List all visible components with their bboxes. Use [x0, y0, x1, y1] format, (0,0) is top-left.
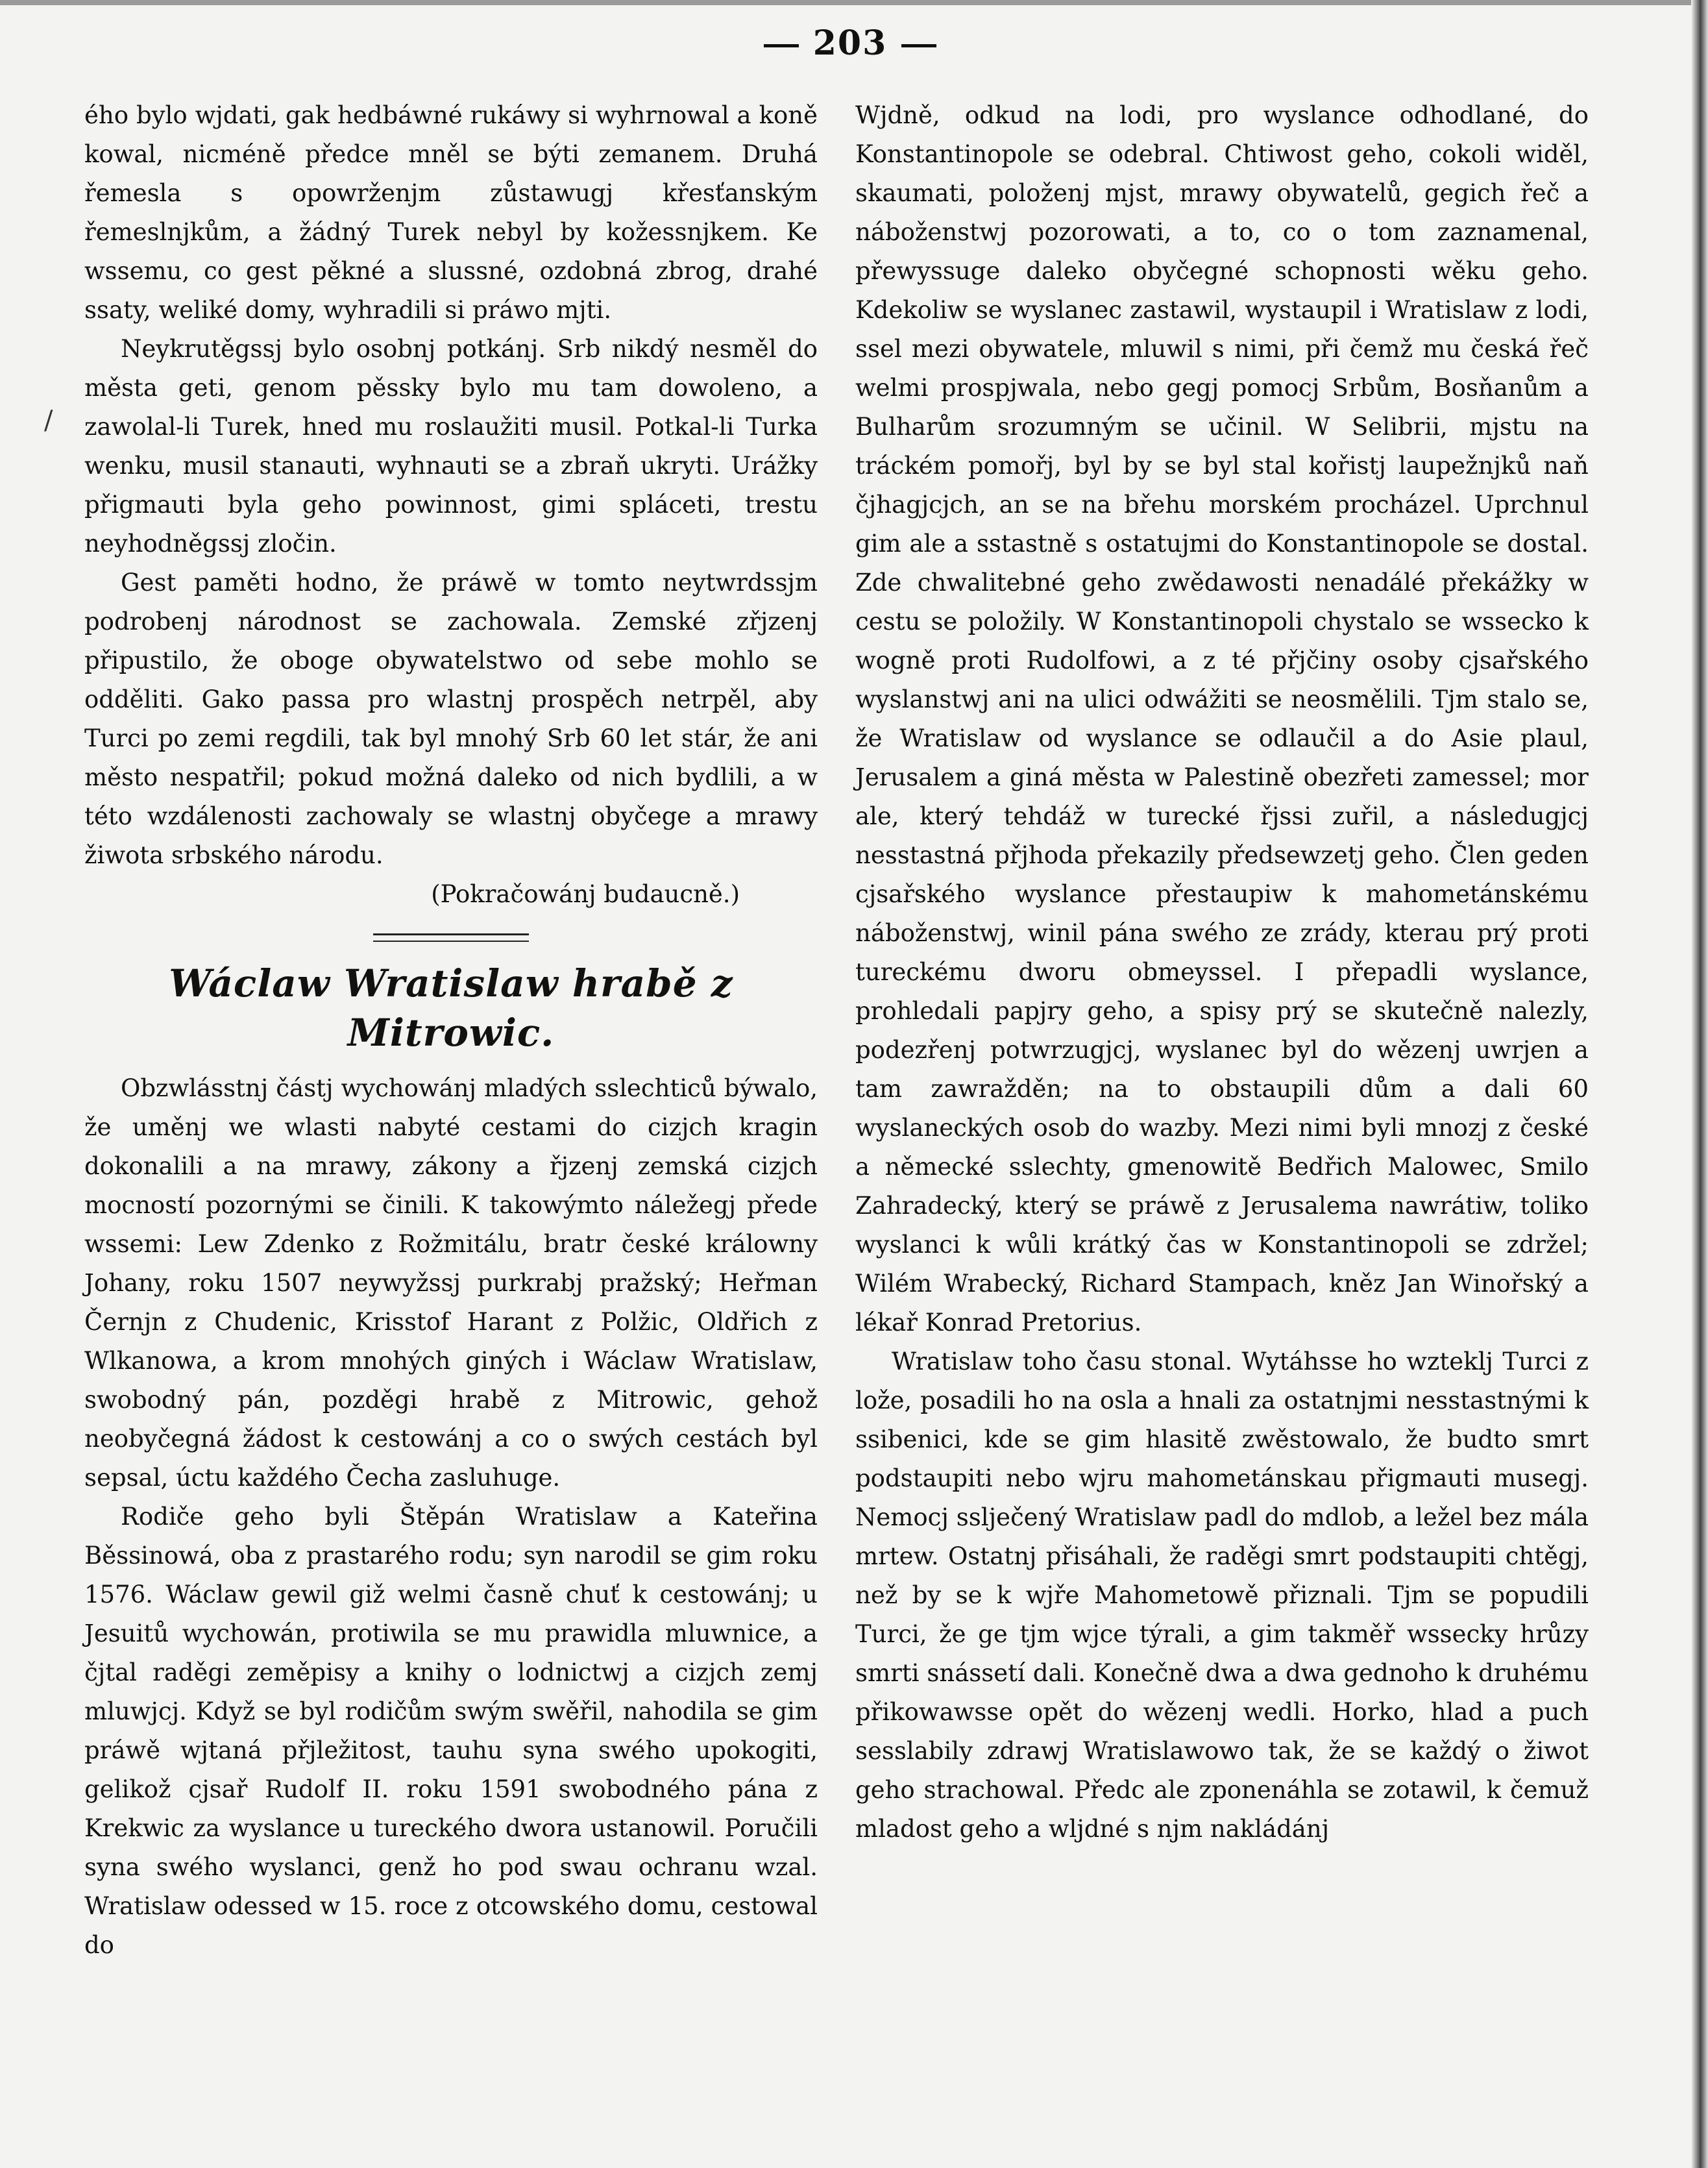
- right-column: [855, 96, 1589, 1849]
- paragraph: Wjdně, odkud na lodi, pro wyslance odhodlané, do Konstantinopole se odebral. Chtiwost geho, cokoli widěl, skaumati, položenj mjst, mrawy obywatelů, gegich řeč a náboženstwj pozorowati, a to, co o tom zaznamenal, přewyssuge daleko obyčegné schopnosti wěku geho. Kdekoliw se wyslanec zastawil, wystaupil i Wratislaw z lodi, ssel mezi obywatele, mluwil s nimi, při čemž mu česká řeč welmi prospjwala, nebo gegj pomocj Srbům, Bosňanům a Bulharům srozumným se učinil. W Selibrii, mjstu na tráckém pomořj, byl by se byl stal kořistj laupežnjků naň čjhagjcjch, an se na břehu morském procházel. Uprchnul gim ale a sstastně s ostatujmi do Konstantinopole se dostal. Zde chwalitebné geho zwědawosti nenadálé překážky w cestu se položily. W Konstantinopoli chystalo se wssecko k wogně proti Rudolfowi, a z té přjčiny osoby cjsařského wyslanstwj ani na ulici odwážiti se neosmělili. Tjm stalo se, že Wratislaw od wyslance se odlaučil a do Asie plaul, Jerusalem a giná města w Palestině obezřeti zamessel; mor ale, který tehdáž w turecké řjssi zuřil, a následugjcj nesstastná přjhoda překazily předsewzetj geho. Člen geden cjsařského wyslance přestaupiw k mahometánskému náboženstwj, winil pána swého ze zrády, kterau prý proti tureckému dworu obmeyssel. I přepadli wyslance, prohledali papjry geho, a spisy prý se skutečně nalezly, podezřenj potwrzugjcj, wyslanec byl do wězenj uwrjen a tam zawražděn; na to obstaupili dům a dali 60 wyslaneckých osob do wazby. Mezi nimi byli mnozj z české a německé sslechty, gmenowitě Bedřich Malowec, Smilo Zahradecký, který se práwě z Jerusalema nawrátiw, toliko wyslanci k wůli krátký čas w Konstantinopoli se zdržel; Wilém Wrabecký, Richard Stampach, kněz Jan Winořský a lékař Konrad Pretorius.: [855, 101, 1589, 1337]
- section-divider: [373, 933, 529, 942]
- paragraph: Rodiče geho byli Štěpán Wratislaw a Kateřina Běssinowá, oba z prastarého rodu; syn narodil se gim roku 1576. Wáclaw gewil giž welmi časně chuť k cestowánj; u Jesuitů wychowán, protiwila se mu prawidla mluwnice, a čjtal raděgi zeměpisy a knihy o lodnictwj a cizjch zemj mluwjcj. Když se byl rodičům swým swěřil, nahodila se gim práwě wjtaná přjležitost, tauhu syna swého upokogiti, gelikož cjsař Rudolf II. roku 1591 swobodného pána z Krekwic za wyslance u tureckého dwora ustanowil. Poručili syna swého wyslanci, genž ho pod swau ochranu wzal. Wratislaw odessed w 15. roce z otcowského domu, cestowal do: [84, 1503, 818, 1959]
- paragraph: Wratislaw toho času stonal. Wytáhsse ho wzteklj Turci z lože, posadili ho na osla a hnali za ostatnjmi nesstastnými k ssibenici, kde se gim hlasitě zwěstowalo, že budto smrt podstaupiti nebo wjru mahometánskau přigmauti musegj. Nemocj sslječený Wratislaw padl do mdlob, a ležel bez mála mrtew. Ostatnj přisáhali, že raděgi smrt podstaupiti chtěgj, než by se k wjře Mahometowě přiznali. Tjm se popudili Turci, že ge tjm wjce týrali, a gim takměř wssecky hrůzy smrti snássetí dali. Konečně dwa a dwa gednoho k druhému přikowawsse opět do wězenj wedli. Horko, hlad a puch sesslabily zdrawj Wratislawowo tak, že se každý o žiwot geho strachowal. Předc ale zponenáhla se zotawil, k čemuž mladost geho a wljdné s njm nakládánj: [855, 1348, 1589, 1843]
- continuation-note: (Pokračowánj budaucně.): [431, 880, 740, 908]
- paragraph: Neykrutěgssj bylo osobnj potkánj. Srb nikdý nesměl do města geti, genom pěssky bylo mu tam dowoleno, a zawolal-li Turek, hned mu roslaužiti musil. Potkal-li Turka wenku, musil stanauti, wyhnauti se a zbraň ukryti. Urážky přigmauti byla geho powinnost, gimi spláceti, trestu neyhodněgssj zločin.: [84, 335, 818, 558]
- header-dash-left: [764, 44, 799, 47]
- article-title: Wáclaw Wratislaw hrabě z Mitrowic.: [169, 961, 733, 1055]
- paragraph: Obzwlásstnj částj wychowánj mladých sslechticů býwalo, že uměnj we wlasti nabyté cestami do cizjch kragin dokonalili a na mrawy, zákony a řjzenj zemská cizjch mocností pozornými se činili. K takowýmto náležegj přede wssemi: Lew Zdenko z Rožmitálu, bratr české králowny Johany, roku 1507 neywyžssj purkrabj pražský; Heřman Černjn z Chudenic, Krisstof Harant z Polžic, Oldřich z Wlkanowa, a krom mnohých giných i Wáclaw Wratislaw, swobodný pán, pozděgi hrabě z Mitrowic, gehož neobyčegná žádost k cestowánj a co o swých cestách byl sepsal, úctu každého Čecha zasluhuge.: [84, 1074, 818, 1492]
- paragraph: Gest paměti hodno, že práwě w tomto neytwrdssjm podrobenj národnost se zachowala. Zemské zřjzenj připustilo, že oboge obywatelstwo od sebe mohlo se odděliti. Gako passa pro wlastnj prospěch netrpěl, aby Turci po zemi regdili, tak byl mnohý Srb 60 let stár, že ani město nespatřil; pokud možná daleko od nich bydlili, a w této wzdálenosti zachowaly se wlastnj obyčege a mrawy žiwota srbského národu.: [84, 569, 818, 869]
- top-edge-rule: [0, 0, 1708, 5]
- paragraph: ého bylo wjdati, gak hedbáwné rukáwy si wyhrnowal a koně kowal, nicméně předce mněl se býti zemanem. Druhá řemesla s opowrženjm zůstawugj křesťanským řemeslnjkům, a žádný Turek nebyl by kožessnjkem. Ke wssemu, co gest pěkné a slussné, ozdobná zbrog, drahé ssaty, weliké domy, wyhradili si práwo mjti.: [84, 101, 818, 324]
- margin-mark: /: [44, 406, 53, 436]
- header-dash-right: [901, 44, 936, 47]
- left-column: [84, 96, 818, 1965]
- page-header: [714, 23, 986, 75]
- page-number: 203: [812, 23, 888, 63]
- book-binding-edge: [1691, 0, 1708, 2168]
